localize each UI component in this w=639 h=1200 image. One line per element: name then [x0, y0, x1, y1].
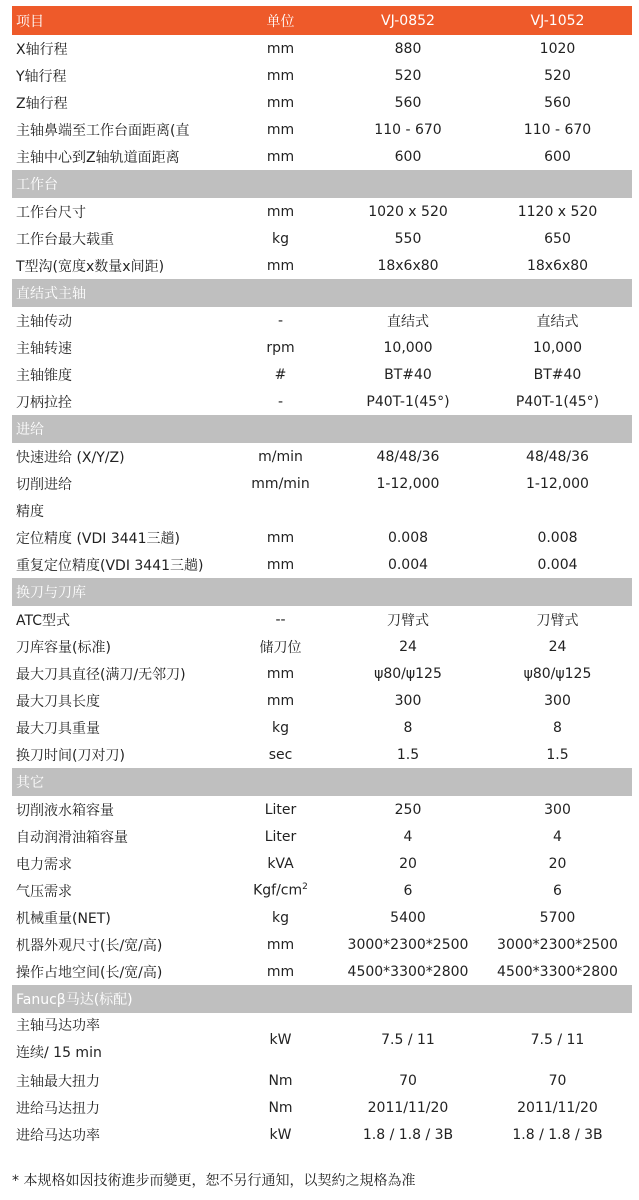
spec-value-a: 0.008	[387, 529, 429, 546]
spec-unit: #	[274, 366, 287, 383]
spec-value-a: 110 - 670	[374, 121, 442, 138]
spec-value-a: 3000*2300*2500	[347, 936, 469, 953]
spec-unit: mm	[266, 203, 295, 220]
spec-name: 电力需求	[16, 856, 72, 873]
spec-name: 切削液水箱容量	[16, 802, 114, 819]
spec-value-a: ψ80/ψ125	[374, 665, 442, 682]
spec-unit: Liter	[264, 828, 297, 845]
spec-name: 主轴最大扭力	[16, 1073, 100, 1090]
spec-name-line: 连续/ 15 min	[16, 1045, 102, 1061]
table-row	[12, 470, 632, 497]
unit-text: Kgf/cm	[253, 882, 303, 899]
table-row	[12, 443, 632, 470]
spec-value-a: 5400	[390, 909, 426, 926]
table-row	[12, 741, 632, 768]
spec-unit: mm	[266, 556, 295, 573]
table-row	[12, 606, 632, 633]
table-row	[12, 35, 632, 62]
spec-name: 最大刀具直径(满刀/无邻刀)	[16, 666, 186, 683]
spec-value-b: 0.004	[537, 556, 578, 573]
spec-value-a: 70	[399, 1072, 417, 1089]
section-label: 工作台	[16, 177, 58, 193]
spec-unit: -	[277, 312, 284, 329]
spec-value-a: 300	[394, 692, 422, 709]
spec-name: 最大刀具长度	[16, 693, 100, 710]
spec-name: 进给马达功率	[16, 1127, 100, 1144]
spec-value-a: P40T-1(45°)	[366, 393, 450, 410]
spec-name: 自动润滑油箱容量	[16, 829, 128, 846]
spec-unit: kg	[272, 230, 289, 247]
table-row	[12, 1067, 632, 1094]
table-row	[12, 660, 632, 687]
table-row	[12, 551, 632, 578]
spec-unit: Nm	[268, 1072, 293, 1089]
table-row	[12, 931, 632, 958]
unit-superscript: 2	[302, 882, 308, 893]
spec-value-a: 4	[403, 828, 413, 845]
spec-value-b: 650	[544, 230, 571, 247]
spec-value-b: 70	[548, 1072, 567, 1089]
spec-value-b: 300	[544, 801, 571, 818]
spec-name: 刀库容量(标准)	[16, 639, 111, 656]
spec-value-a: 18x6x80	[377, 257, 439, 274]
spec-name: 切削进给	[16, 476, 72, 493]
spec-value-b: BT#40	[533, 366, 582, 383]
section-label: Fanucβ马达(标配)	[16, 992, 133, 1008]
spec-value-b: 5700	[539, 909, 576, 926]
footnote: * 本规格如因技術進步而變更，恕不另行通知，以契約之規格為准	[12, 1173, 416, 1189]
spec-value-b: 20	[548, 855, 567, 872]
spec-name: 换刀时间(刀对刀)	[16, 747, 125, 764]
spec-unit: mm	[266, 257, 295, 274]
spec-unit: mm	[266, 692, 295, 709]
spec-name: 主轴中心到Z轴轨道面距离	[16, 149, 180, 166]
spec-name: 定位精度 (VDI 3441三趟)	[16, 530, 180, 547]
spec-unit: mm	[266, 936, 295, 953]
spec-value-b: 3000*2300*2500	[497, 936, 618, 953]
table-row	[12, 877, 632, 904]
header-model-b: VJ-1052	[530, 12, 585, 29]
spec-value-a: 20	[399, 855, 417, 872]
spec-name-line: 主轴马达功率	[16, 1018, 100, 1034]
section-label: 直结式主轴	[16, 286, 86, 302]
spec-unit: kW	[269, 1032, 292, 1048]
section-label: 换刀与刀库	[16, 585, 86, 601]
spec-name: Y轴行程	[16, 68, 67, 85]
spec-name: 进给马达扭力	[16, 1100, 100, 1117]
spec-value-a: 550	[394, 230, 422, 247]
table-row	[12, 89, 632, 116]
spec-unit: mm	[266, 40, 295, 57]
spec-unit: -	[277, 393, 284, 410]
spec-unit	[228, 882, 333, 899]
spec-unit: Nm	[268, 1099, 293, 1116]
section-label: 进给	[16, 422, 44, 438]
table-row	[12, 252, 632, 279]
spec-value-a: BT#40	[384, 366, 432, 383]
table-row	[12, 823, 632, 850]
spec-unit: mm	[266, 148, 295, 165]
table-row	[12, 633, 632, 660]
spec-unit: mm	[266, 963, 295, 980]
spec-value-b: 1020	[539, 40, 576, 57]
table-row	[12, 334, 632, 361]
spec-value-b: 刀臂式	[536, 612, 579, 629]
spec-value-b: 300	[544, 692, 571, 709]
spec-value-b: 7.5 / 11	[530, 1032, 585, 1048]
spec-name: T型沟(宽度x数量x间距)	[16, 258, 165, 275]
spec-name: 刀柄拉拴	[16, 394, 72, 411]
spec-value-a: 0.004	[387, 556, 429, 573]
spec-table	[12, 6, 632, 1148]
spec-value-b: 1120 x 520	[517, 203, 598, 220]
spec-value-a: 520	[394, 67, 422, 84]
table-header	[12, 6, 632, 35]
spec-name: 工作台尺寸	[16, 204, 86, 221]
spec-value-a: 880	[394, 40, 422, 57]
spec-name: Z轴行程	[16, 95, 68, 112]
spec-value-b: 110 - 670	[523, 121, 592, 138]
spec-name: 精度	[16, 503, 44, 520]
table-row	[12, 143, 632, 170]
spec-value-b: 4	[553, 828, 562, 845]
spec-unit: kg	[272, 719, 289, 736]
spec-unit: 储刀位	[259, 639, 302, 656]
table-row	[12, 687, 632, 714]
spec-unit: mm	[266, 665, 295, 682]
spec-value-b: ψ80/ψ125	[523, 665, 592, 682]
spec-value-a: 1.8 / 1.8 / 3B	[362, 1126, 454, 1143]
spec-value-b: 520	[544, 67, 571, 84]
spec-value-a: 600	[394, 148, 422, 165]
spec-value-b: P40T-1(45°)	[515, 393, 600, 410]
spec-unit: mm/min	[251, 475, 310, 492]
spec-value-b: 48/48/36	[526, 448, 589, 465]
spec-unit: kW	[269, 1126, 292, 1143]
spec-unit: mm	[266, 94, 295, 111]
spec-value-b: 6	[553, 882, 562, 899]
section-header	[12, 279, 632, 307]
table-row	[12, 796, 632, 823]
spec-value-b: 1.5	[546, 746, 569, 763]
table-row	[12, 198, 632, 225]
spec-value-b: 600	[544, 148, 571, 165]
spec-unit: mm	[266, 67, 295, 84]
table-row	[12, 1013, 632, 1067]
spec-value-a: 4500*3300*2800	[347, 963, 469, 980]
spec-value-b: 1-12,000	[526, 475, 589, 492]
spec-value-b: 24	[548, 638, 567, 655]
section-label: 其它	[16, 775, 44, 791]
spec-value-a: 1020 x 520	[368, 203, 448, 220]
spec-value-a: 直结式	[387, 313, 429, 330]
spec-value-a: 1.5	[396, 746, 420, 763]
section-header	[12, 768, 632, 796]
spec-name: 主轴转速	[16, 340, 72, 357]
spec-value-a: 250	[394, 801, 422, 818]
spec-name: 气压需求	[16, 883, 72, 900]
table-row	[12, 958, 632, 985]
section-header	[12, 985, 632, 1013]
spec-unit: kVA	[267, 855, 294, 872]
table-row	[12, 361, 632, 388]
spec-value-a: 560	[394, 94, 422, 111]
spec-name: ATC型式	[16, 612, 70, 629]
spec-name: 主轴锥度	[16, 367, 72, 384]
spec-value-b: 10,000	[533, 339, 582, 356]
spec-name: 最大刀具重量	[16, 720, 100, 737]
section-header	[12, 170, 632, 198]
table-row	[12, 225, 632, 252]
header-model-a: VJ-0852	[381, 12, 435, 29]
table-row	[12, 307, 632, 334]
table-row	[12, 116, 632, 143]
spec-name: 工作台最大载重	[16, 231, 114, 248]
section-header	[12, 415, 632, 443]
spec-value-b: 2011/11/20	[517, 1099, 598, 1116]
spec-name: 主轴鼻端至工作台面距离(直	[16, 122, 190, 139]
table-row	[12, 524, 632, 551]
spec-name: 操作占地空间(长/宽/高)	[16, 964, 163, 981]
spec-value-a: 6	[403, 882, 413, 899]
table-row	[12, 1121, 632, 1148]
spec-name: 机器外观尺寸(长/宽/高)	[16, 937, 163, 954]
spec-value-a: 刀臂式	[387, 612, 429, 629]
table-row	[12, 904, 632, 931]
spec-value-b: 4500*3300*2800	[497, 963, 618, 980]
spec-name: 重复定位精度(VDI 3441三趟)	[16, 557, 204, 574]
spec-value-a: 7.5 / 11	[381, 1032, 435, 1048]
table-row	[12, 388, 632, 415]
spec-value-a: 1-12,000	[376, 475, 440, 492]
spec-unit: kg	[272, 909, 289, 926]
section-header	[12, 578, 632, 606]
spec-value-b: 8	[553, 719, 562, 736]
spec-value-a: 48/48/36	[376, 448, 440, 465]
spec-value-a: 10,000	[383, 339, 433, 356]
table-row	[12, 62, 632, 89]
spec-unit: mm	[266, 529, 295, 546]
spec-value-b: 18x6x80	[526, 257, 589, 274]
spec-value-a: 8	[403, 719, 413, 736]
spec-unit: sec	[268, 746, 293, 763]
spec-name	[12, 1013, 228, 1067]
spec-value-a: 2011/11/20	[367, 1099, 449, 1116]
table-row	[12, 1094, 632, 1121]
spec-unit: --	[275, 611, 286, 628]
spec-name: 主轴传动	[16, 313, 72, 330]
spec-value-b: 0.008	[537, 529, 578, 546]
spec-name: 快速进给 (X/Y/Z)	[16, 449, 125, 466]
table-row	[12, 714, 632, 741]
spec-unit: Liter	[264, 801, 297, 818]
spec-unit: m/min	[258, 448, 303, 465]
spec-unit: rpm	[266, 339, 295, 356]
spec-value-b: 560	[544, 94, 571, 111]
spec-name: 机械重量(NET)	[16, 910, 111, 927]
table-row	[12, 850, 632, 877]
spec-name: X轴行程	[16, 41, 68, 58]
spec-value-a: 24	[399, 638, 417, 655]
spec-value-b: 1.8 / 1.8 / 3B	[512, 1126, 603, 1143]
header-unit: 单位	[266, 13, 295, 30]
header-item: 项目	[16, 13, 44, 30]
table-row	[12, 497, 632, 524]
spec-unit: mm	[266, 121, 295, 138]
spec-value-b: 直结式	[536, 313, 579, 330]
